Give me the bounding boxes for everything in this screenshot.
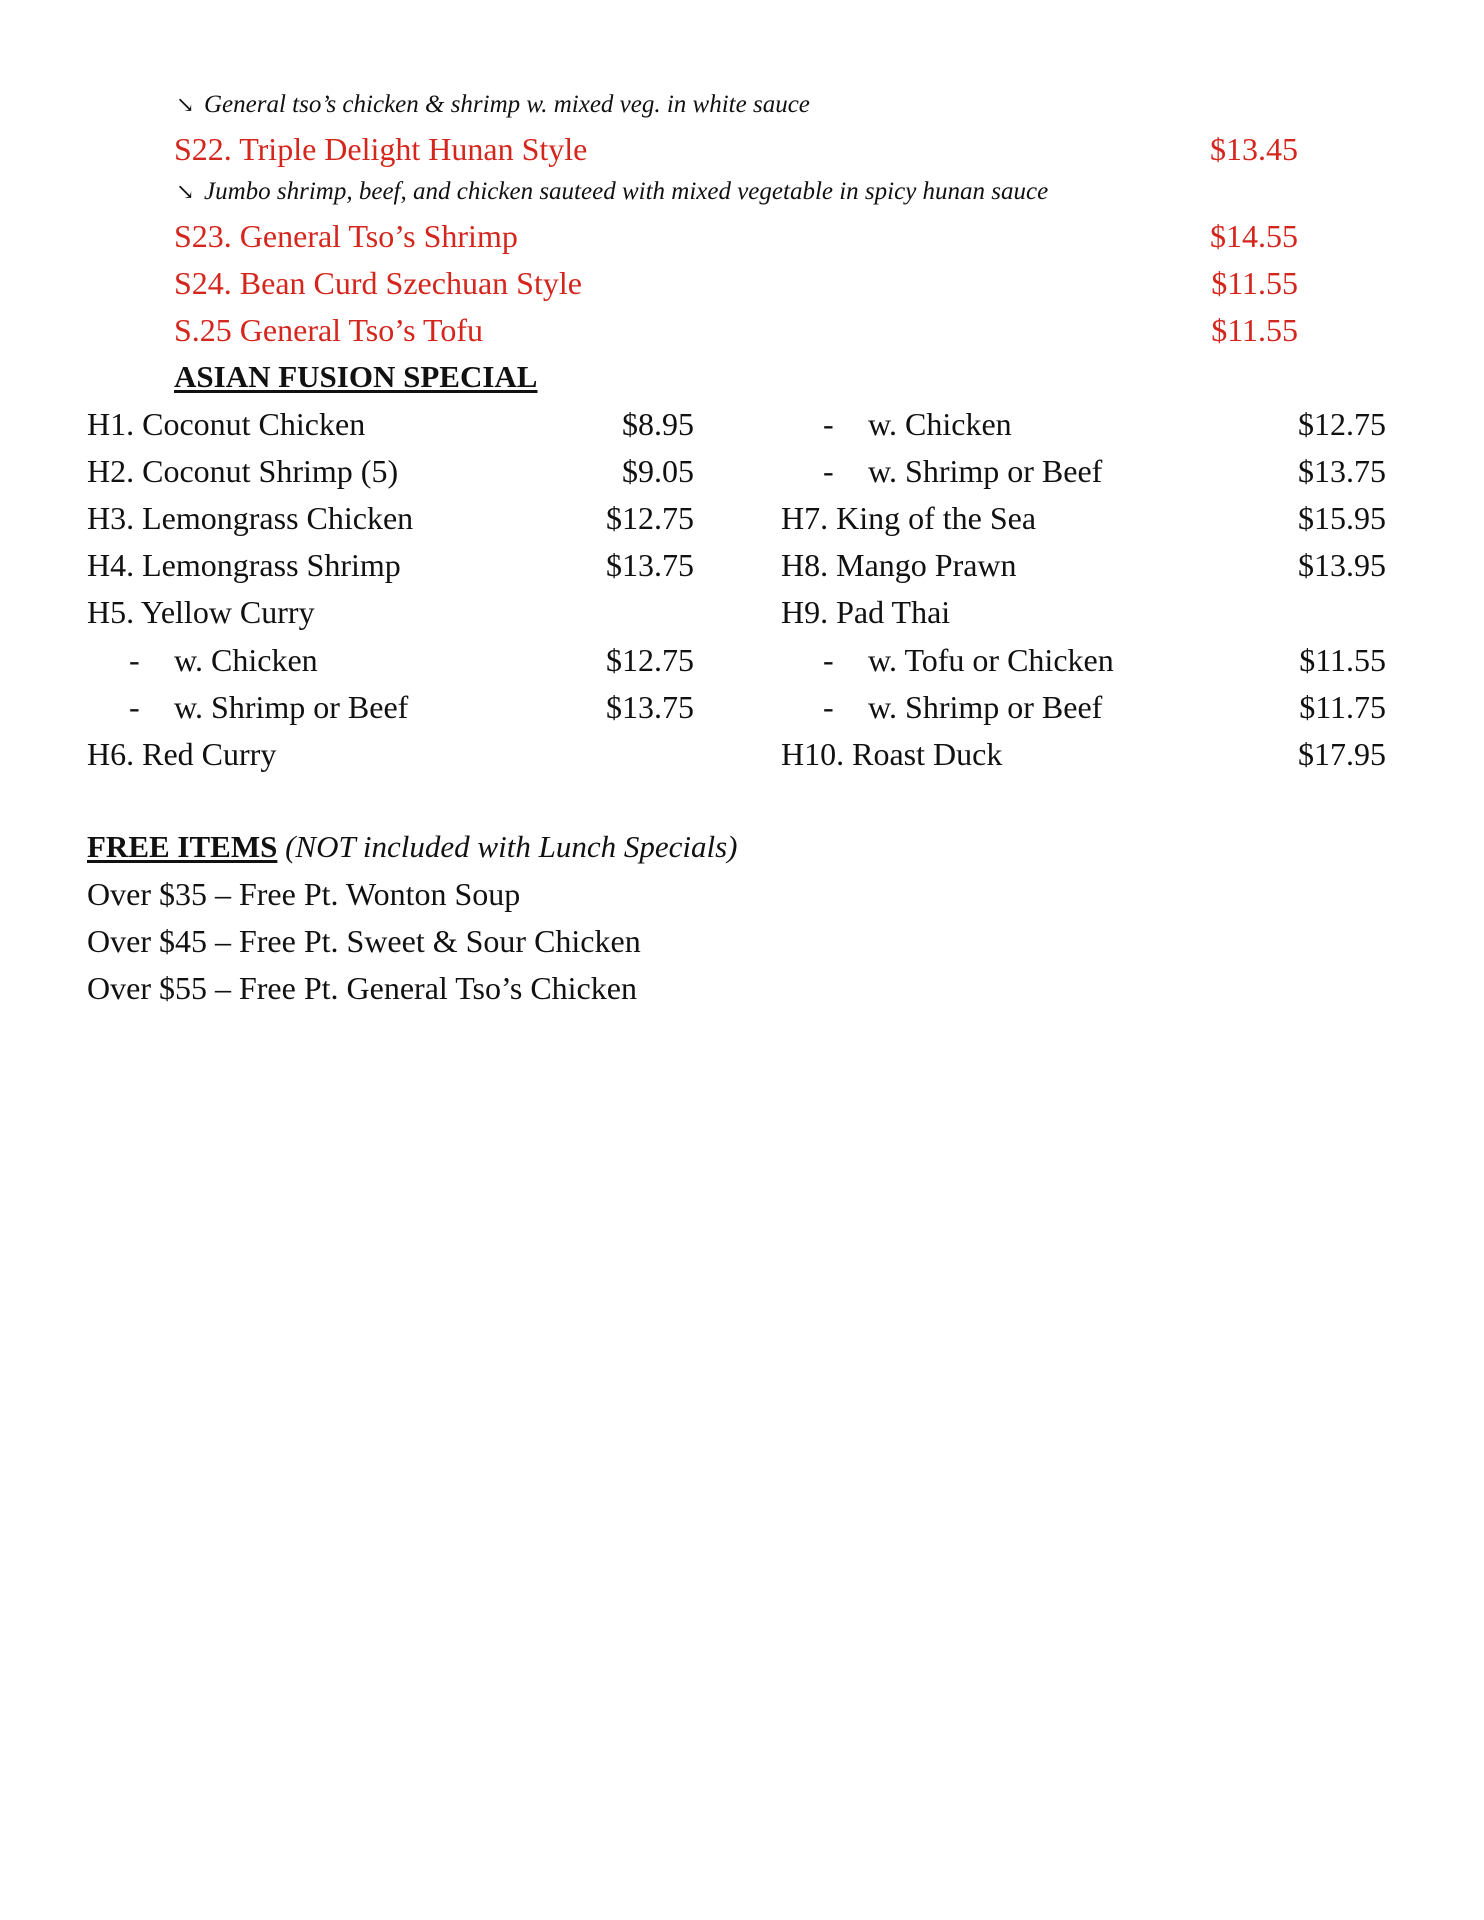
sub-item-dash: -: [823, 406, 834, 442]
arrow-icon: ↘: [176, 179, 195, 204]
free-items-title: FREE ITEMS: [87, 829, 278, 864]
sub-item-price: $13.75: [606, 689, 694, 725]
menu-item-name: H8. Mango Prawn: [781, 547, 1017, 583]
special-item-s24-name: S24. Bean Curd Szechuan Style: [174, 265, 582, 301]
menu-item-price: $9.05: [622, 453, 694, 489]
menu-item-name: H6. Red Curry: [87, 736, 277, 772]
special-item-s22-price: $13.45: [1210, 131, 1298, 167]
special-item-s24-price: $11.55: [1211, 265, 1298, 301]
menu-item-price: $17.95: [1298, 736, 1386, 772]
free-items-subtitle: (NOT included with Lunch Specials): [285, 829, 738, 864]
menu-item-price: $13.75: [606, 547, 694, 583]
sub-item-name: w. Tofu or Chicken: [868, 642, 1114, 678]
menu-item-name: H10. Roast Duck: [781, 736, 1003, 772]
sub-item-name: w. Chicken: [174, 642, 318, 678]
free-item: Over $55 – Free Pt. General Tso’s Chicken: [87, 970, 637, 1006]
special-item-s23-name: S23. General Tso’s Shrimp: [174, 218, 518, 254]
menu-item-name: H9. Pad Thai: [781, 594, 951, 630]
asian-fusion-heading: ASIAN FUSION SPECIAL: [174, 359, 538, 394]
menu-item-price: $13.95: [1298, 547, 1386, 583]
note-text: Jumbo shrimp, beef, and chicken sauteed with mixed vegetable in spicy hunan sauce: [204, 178, 1049, 205]
special-item-s23-price: $14.55: [1210, 218, 1298, 254]
special-note-2: [176, 177, 1048, 207]
sub-item-dash: -: [823, 642, 834, 678]
sub-item-dash: -: [129, 689, 140, 725]
menu-item-price: $15.95: [1298, 500, 1386, 536]
sub-item-price: $13.75: [1298, 453, 1386, 489]
special-item-s25-price: $11.55: [1211, 312, 1298, 348]
menu-item-name: H3. Lemongrass Chicken: [87, 500, 414, 536]
menu-item-name: H2. Coconut Shrimp (5): [87, 453, 399, 489]
free-item: Over $45 – Free Pt. Sweet & Sour Chicken: [87, 923, 641, 959]
sub-item-dash: -: [129, 642, 140, 678]
menu-item-price: $12.75: [606, 500, 694, 536]
sub-item-dash: -: [823, 453, 834, 489]
sub-item-price: $11.55: [1299, 642, 1386, 678]
free-items-heading: [87, 827, 737, 867]
note-text: General tso’s chicken & shrimp w. mixed veg. in white sauce: [204, 91, 810, 118]
menu-item-name: H1. Coconut Chicken: [87, 406, 366, 442]
free-item: Over $35 – Free Pt. Wonton Soup: [87, 876, 521, 912]
sub-item-dash: -: [823, 689, 834, 725]
menu-item-price: $8.95: [622, 406, 694, 442]
sub-item-price: $12.75: [1298, 406, 1386, 442]
special-note-1: [176, 90, 810, 120]
special-item-s25-name: S.25 General Tso’s Tofu: [174, 312, 483, 348]
menu-item-name: H5. Yellow Curry: [87, 594, 315, 630]
sub-item-price: $12.75: [606, 642, 694, 678]
sub-item-price: $11.75: [1299, 689, 1386, 725]
sub-item-name: w. Shrimp or Beef: [174, 689, 409, 725]
sub-item-name: w. Chicken: [868, 406, 1012, 442]
special-item-s22-name: S22. Triple Delight Hunan Style: [174, 131, 588, 167]
sub-item-name: w. Shrimp or Beef: [868, 453, 1103, 489]
menu-item-name: H4. Lemongrass Shrimp: [87, 547, 401, 583]
menu-item-name: H7. King of the Sea: [781, 500, 1037, 536]
arrow-icon: ↘: [176, 92, 195, 117]
sub-item-name: w. Shrimp or Beef: [868, 689, 1103, 725]
